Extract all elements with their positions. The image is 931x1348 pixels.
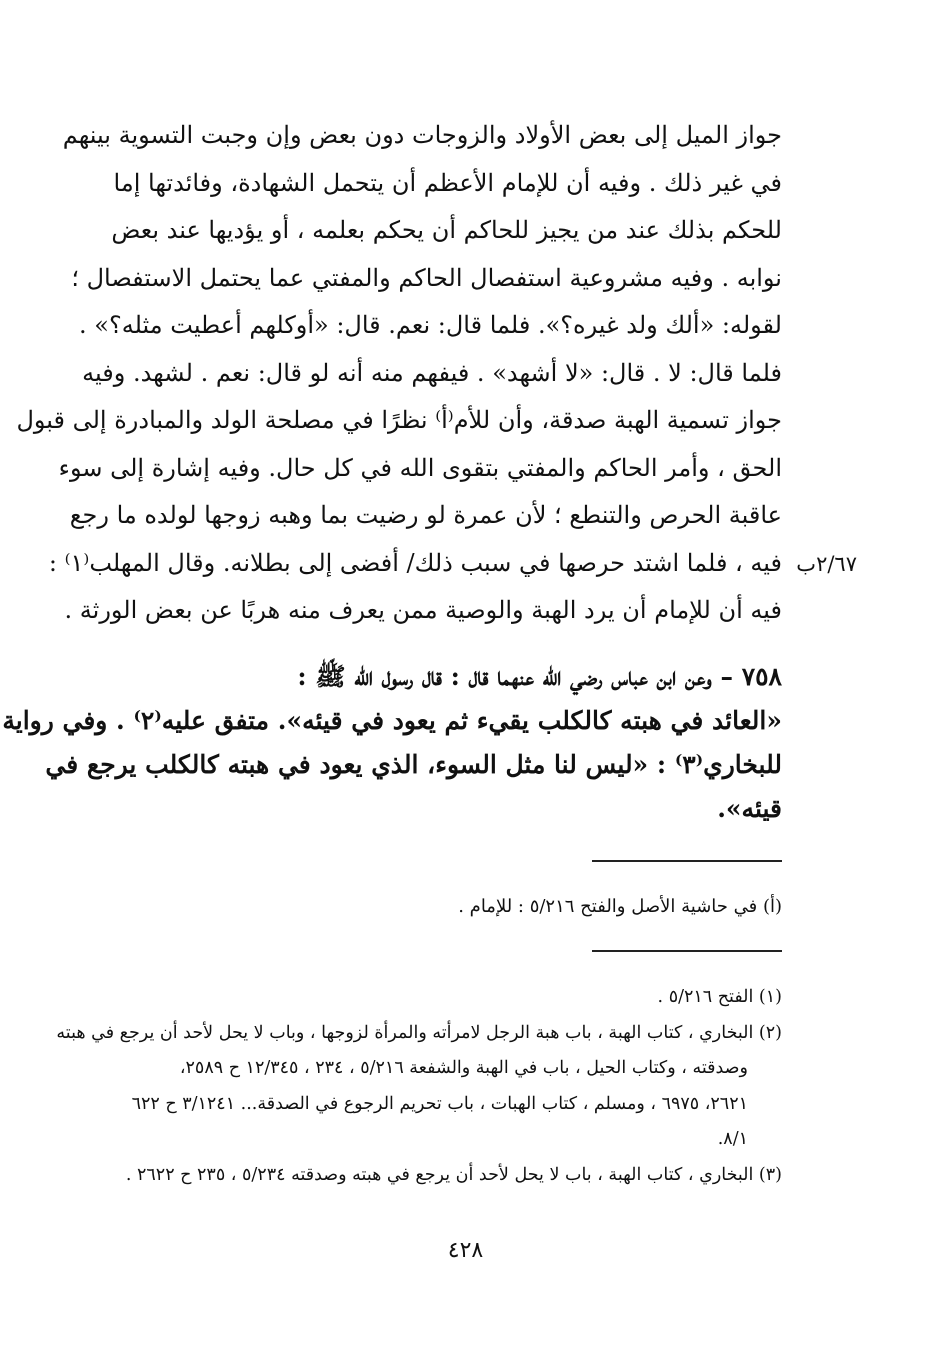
hadith-line: «العائد في هبته كالكلب يقيء ثم يعود في قيئه». متفق عليه⁽٢⁾ . وفي رواية [2,706,782,735]
text-line: فيه ، فلما اشتد حرصها في سبب ذلك/ أفضى إلى بطلانه. وقال المهلب⁽١⁾ : [48,548,782,577]
text-line: نوابه . وفيه مشروعية استفصال الحاكم والمفتي عما يحتمل الاستفصال ؛ [71,263,782,292]
footnote-1: (١) الفتح ٥/٢١٦ . [657,987,782,1007]
footnote-3: (٣) البخاري ، كتاب الهبة ، باب لا يحل لأحد أن يرجع في هبته وصدقته ٥/٢٣٤ ، ٢٣٥ ح ٢٦٢٢ . [125,1164,782,1185]
hadith-line: ٧٥٨ – وعن ابن عباس رضي الله عنهما قال : قال رسول الله ﷺ : [297,662,782,691]
footnote-2-continued: ٢٦٢١، ٦٩٧٥ ، ومسلم ، كتاب الهبات ، باب تحريم الرجوع في الصدقة... ٣/١٢٤١ ح ٦٢٢ [131,1093,748,1114]
commentary-text [16,112,782,635]
footnote-2-continued: وصدقته ، وكتاب الحيل ، باب في الهبة والشفعة ٥/٢١٦ ، ٢٣٤ ، ١٢/٣٤٥ ح ٢٥٨٩، [179,1058,748,1078]
variant-footnote: (أ) في حاشية الأصل والفتح ٥/٢١٦ : للإمام . [458,896,782,917]
text-line: فلما قال: لا . قال: «لا أشهد» . فيفهم منه أنه لو قال: نعم . لشهد. وفيه [82,358,782,387]
hadith-line: للبخاري⁽٣⁾ : «ليس لنا مثل السوء، الذي يعود في هبته كالكلب يرجع في [45,750,782,779]
text-line: في غير ذلك . وفيه أن للإمام الأعظم أن يتحمل الشهادة، وفائدتها إما [113,168,782,197]
text-line: جواز تسمية الهبة صدقة، وأن للأم⁽أ⁾ نظرًا في مصلحة الولد والمبادرة إلى قبول [16,406,782,434]
footnotes [56,980,782,1193]
footnote-divider [592,860,782,862]
text-line: للحكم بذلك عند من يجيز للحاكم أن يحكم بعلمه ، أو يؤديها عند بعض [111,216,782,244]
hadith-text [2,655,782,831]
text-line: عاقبة الحرص والتنطع ؛ لأن عمرة لو رضيت بما وهبه زوجها لولده ما رجع [69,501,782,529]
hadith-line: قيئه». [717,794,782,823]
page-number: ٤٢٨ [447,1238,484,1263]
manuscript-folio-marker: ٢/٦٧ب [796,552,857,576]
text-line: لقوله: «ألك ولد غيره؟». فلما قال: نعم. قال: «أوكلهم أعطيت مثله؟» . [79,311,782,339]
footnote-divider [592,950,782,952]
footnote-2-continued: ٨/١. [717,1129,748,1149]
text-line: الحق ، وأمر الحاكم والمفتي بتقوى الله في كل حال. وفيه إشارة إلى سوء [58,453,782,482]
text-line: فيه أن للإمام أن يرد الهبة والوصية ممن يعرف منه هربًا عن بعض الورثة . [64,596,782,624]
footnote-2: (٢) البخاري ، كتاب الهبة ، باب هبة الرجل لامرأته والمرأة لزوجها ، وباب لا يحل لأحد أن يرجع في هبته [56,1022,782,1043]
text-line: جواز الميل إلى بعض الأولاد والزوجات دون بعض وإن وجبت التسوية بينهم [62,121,782,149]
